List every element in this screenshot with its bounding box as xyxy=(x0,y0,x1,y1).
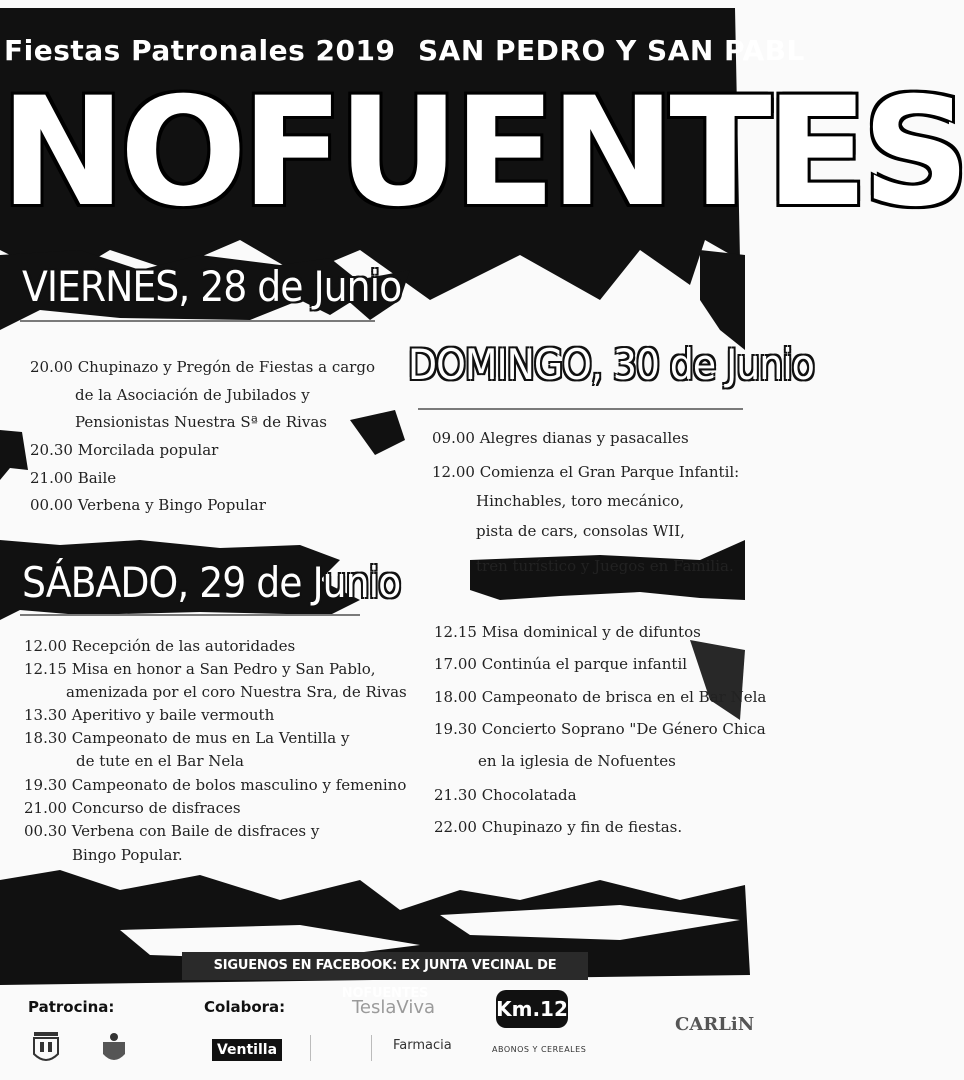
sunday-event: 21.30 Chocolatada xyxy=(434,786,577,804)
saturday-event: 12.15 Misa en honor a San Pedro y San Pablo, xyxy=(24,660,376,678)
right-splatter-1 xyxy=(700,250,745,350)
sunday-rule xyxy=(418,408,743,410)
bottom-right-splatter xyxy=(690,640,745,720)
left-splatter xyxy=(0,430,28,480)
friday-heading: VIERNES, 28 de Junio xyxy=(22,262,402,311)
small-print-logo xyxy=(310,1035,372,1061)
sunday-event: 18.00 Campeonato de brisca en el Bar Nela xyxy=(434,688,767,706)
abonos-label: ABONOS Y CEREALES xyxy=(492,1045,587,1054)
sunday-event: 12.00 Comienza el Gran Parque Infantil: xyxy=(432,463,740,481)
saturday-event: 13.30 Aperitivo y baile vermouth xyxy=(24,706,275,724)
sunday-event: 19.30 Concierto Soprano "De Género Chica xyxy=(434,720,766,738)
saturday-rule xyxy=(20,614,360,616)
town-title: NOFUENTES xyxy=(0,66,964,240)
saturday-event: de tute en el Bar Nela xyxy=(76,752,245,770)
friday-rule xyxy=(20,320,375,322)
sunday-event: 22.00 Chupinazo y fin de fiestas. xyxy=(434,818,683,836)
sunday-event: pista de cars, consolas WII, xyxy=(476,522,685,540)
sunday-event: 09.00 Alegres dianas y pasacalles xyxy=(432,429,689,447)
saturday-event: Bingo Popular. xyxy=(72,846,183,864)
sunday-heading: DOMINGO, 30 de Junio xyxy=(408,340,814,389)
friday-event: 20.30 Morcilada popular xyxy=(30,441,219,459)
mid-splatter xyxy=(350,410,405,455)
friday-event: Pensionistas Nuestra Sª de Rivas xyxy=(75,413,327,431)
friday-event: de la Asociación de Jubilados y xyxy=(75,386,310,404)
town-crest-icon xyxy=(30,1030,62,1066)
council-crest-icon xyxy=(100,1032,128,1066)
farmacia-logo: Farmacia xyxy=(393,1038,452,1053)
saturday-event: 19.30 Campeonato de bolos masculino y femenino xyxy=(24,776,407,794)
tesla-viva-logo: TeslaViva xyxy=(352,997,436,1018)
km12-logo: Km.12 xyxy=(496,990,568,1028)
friday-event: 20.00 Chupinazo y Pregón de Fiestas a cargo xyxy=(30,358,375,376)
collab-label: Colabora: xyxy=(204,998,286,1016)
saturday-event: amenizada por el coro Nuestra Sra, de Rivas xyxy=(66,683,407,701)
saturday-heading: SÁBADO, 29 de Junio xyxy=(22,558,401,607)
friday-event: 00.00 Verbena y Bingo Popular xyxy=(30,496,266,514)
facebook-banner: SIGUENOS EN FACEBOOK: EX JUNTA VECINAL DE NOFUENTES xyxy=(182,952,588,980)
saturday-event: 00.30 Verbena con Baile de disfraces y xyxy=(24,822,320,840)
sunday-event: en la iglesia de Nofuentes xyxy=(478,752,676,770)
friday-event: 21.00 Baile xyxy=(30,469,117,487)
saturday-event: 12.00 Recepción de las autoridades xyxy=(24,637,296,655)
carlin-logo: CARLiN xyxy=(675,1014,755,1035)
saturday-event: 21.00 Concurso de disfraces xyxy=(24,799,241,817)
event-name: Fiestas Patronales 2019 xyxy=(4,34,396,67)
sunday-event: 12.15 Misa dominical y de difuntos xyxy=(434,623,701,641)
sunday-event: 17.00 Continúa el parque infantil xyxy=(434,655,688,673)
sponsor-label: Patrocina: xyxy=(28,998,115,1016)
saturday-event: 18.30 Campeonato de mus en La Ventilla y xyxy=(24,729,350,747)
sunday-event: Hinchables, toro mecánico, xyxy=(476,492,685,510)
sunday-event: tren turístico y Juegos en Familia. xyxy=(476,557,734,575)
ventilla-logo: Ventilla xyxy=(212,1039,282,1061)
saints-title: SAN PEDRO Y SAN PABL xyxy=(418,34,805,67)
